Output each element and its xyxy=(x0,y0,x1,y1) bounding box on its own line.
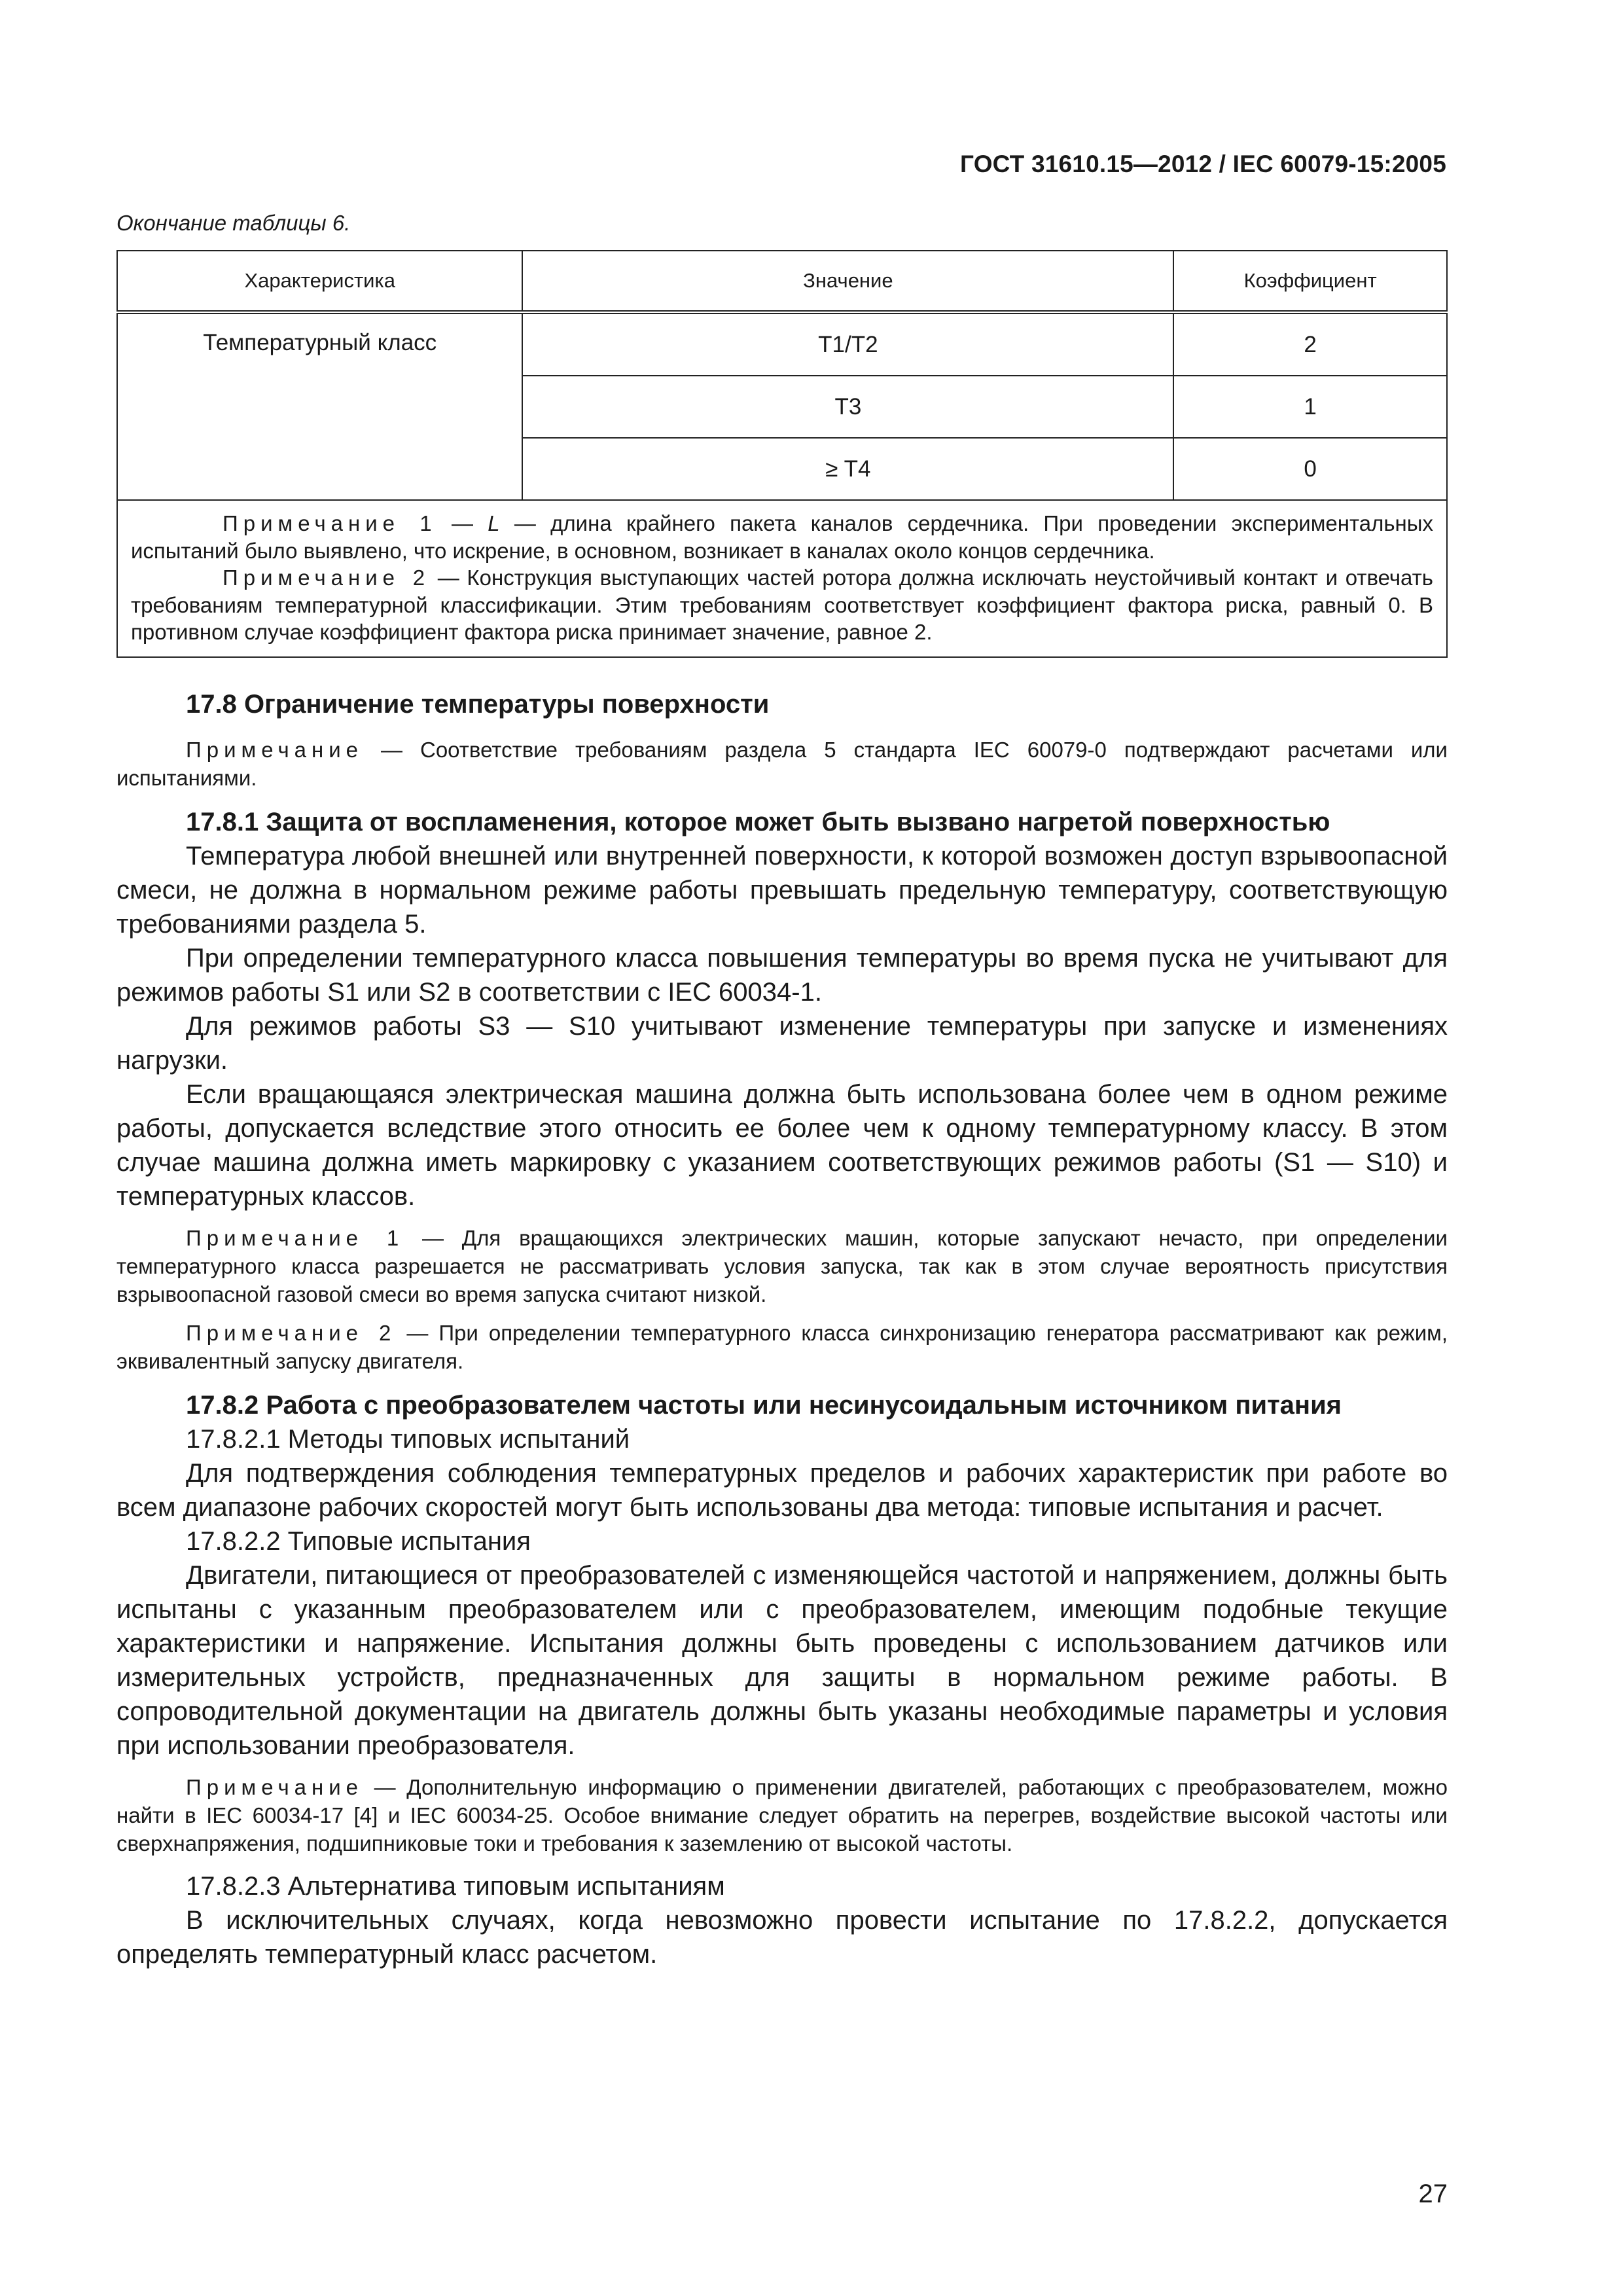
table-header-cell: Коэффициент xyxy=(1173,251,1447,312)
paragraph: При определении температурного класса повышения температуры во время пуска не учитывают для режимов работы S1 или S2 в соответствии с IEC 60034-1. xyxy=(116,944,1448,1007)
note-label: Примечание 1 xyxy=(223,511,437,535)
table-note-2: Примечание 2 — Конструкция выступающих частей ротора должна исключать неустойчивый контакт и отвечать требованиям температурной классификации. Этим требованиям соответствует коэффициент фактора риска, равный 0. В противном случае коэффициент фактора риска принимает значение, равное 2. xyxy=(131,565,1433,644)
table-cell-coef: 1 xyxy=(1173,376,1447,438)
note: Примечание 1 — Для вращающихся электрических машин, которые запускают нечасто, при определении температурного класса разрешается не рассматривать условия запуска, так как в этом случае вероятность присутствия взрывоопасной газовой смеси во время запуска считают низкой. xyxy=(116,1226,1448,1306)
table-note-1: Примечание 1 — L — длина крайнего пакета каналов сердечника. При проведении экспериментальных испытаний было выявлено, что искрение, в основном, возникает в каналах около концов сердечника. xyxy=(131,511,1433,563)
section-heading-17-8-1: 17.8.1 Защита от воспламенения, которое может быть вызвано нагретой поверхностью xyxy=(186,808,1330,836)
table-cell-value: ≥ T4 xyxy=(522,438,1173,500)
table-6 xyxy=(116,250,1448,658)
table-header-row xyxy=(117,251,1447,312)
paragraph: Для режимов работы S3 — S10 учитывают изменение температуры при запуске и изменениях нагрузки. xyxy=(116,1012,1448,1075)
note: Примечание — Соответствие требованиям раздела 5 стандарта IEC 60079-0 подтверждают расчетами или испытаниями. xyxy=(116,738,1448,790)
table-cell-coef: 0 xyxy=(1173,438,1447,500)
section-heading-17-8-2: 17.8.2 Работа с преобразователем частоты или несинусоидальным источником питания xyxy=(186,1391,1342,1420)
paragraph: Двигатели, питающиеся от преобразователей с изменяющейся частотой и напряжением, должны быть испытаны с указанным преобразователем или с преобразователем, имеющим подобные текущие характеристики и напряжение. Испытания должны быть проведены с использованием датчиков или измерительных устройств, предназначенных для защиты в нормальном режиме работы. В сопроводительной документации на двигатель должны быть указаны необходимые параметры и условия при использовании преобразователя. xyxy=(116,1561,1448,1760)
note-symbol-L: L xyxy=(488,511,500,535)
subsection-heading-17-8-2-2: 17.8.2.2 Типовые испытания xyxy=(186,1527,531,1556)
note-label: Примечание 2 xyxy=(186,1321,397,1345)
table-caption: Окончание таблицы 6. xyxy=(116,211,351,235)
table-notes-row xyxy=(117,500,1447,657)
table-cell-value: T3 xyxy=(522,376,1173,438)
table-cell-value: T1/T2 xyxy=(522,312,1173,376)
note-label: Примечание 2 xyxy=(223,565,431,590)
paragraph: В исключительных случаях, когда невозможно провести испытание по 17.8.2.2, допускается определять температурный класс расчетом. xyxy=(116,1906,1448,1969)
note-label: Примечание xyxy=(186,1775,364,1799)
note-label: Примечание 1 xyxy=(186,1226,404,1250)
section-heading-17-8: 17.8 Ограничение температуры поверхности xyxy=(186,690,770,719)
paragraph: Температура любой внешней или внутренней поверхности, к которой возможен доступ взрывоопасной смеси, не должна в нормальном режиме работы превышать предельную температуру, соответствующую требованиями раздела 5. xyxy=(116,842,1448,939)
note: Примечание — Дополнительную информацию о применении двигателей, работающих с преобразователем, можно найти в IEC 60034-17 [4] и IEC 60034-25. Особое внимание следует обратить на перегрев, воздействие высокой частоты или сверхнапряжения, подшипниковые токи и требования к заземлению от высокой частоты. xyxy=(116,1775,1448,1856)
table-cell-coef: 2 xyxy=(1173,312,1447,376)
subsection-heading-17-8-2-1: 17.8.2.1 Методы типовых испытаний xyxy=(186,1425,630,1454)
table-cell-characteristic: Температурный класс xyxy=(117,312,522,500)
document-header: ГОСТ 31610.15—2012 / IEC 60079-15:2005 xyxy=(960,151,1446,177)
note-label: Примечание xyxy=(186,738,364,762)
table-notes xyxy=(117,500,1447,657)
table-row xyxy=(117,312,1447,376)
subsection-heading-17-8-2-3: 17.8.2.3 Альтернатива типовым испытаниям xyxy=(186,1872,725,1901)
table-header-cell: Значение xyxy=(522,251,1173,312)
note: Примечание 2 — При определении температурного класса синхронизацию генератора рассматривают как режим, эквивалентный запуску двигателя. xyxy=(116,1321,1448,1373)
paragraph: Если вращающаяся электрическая машина должна быть использована более чем в одном режиме работы, допускается вследствие этого относить ее более чем к одному температурному классу. В этом случае машина должна иметь маркировку с указанием соответствующих режимов работы (S1 — S10) и температурных классов. xyxy=(116,1080,1448,1211)
paragraph: Для подтверждения соблюдения температурных пределов и рабочих характеристик при работе во всем диапазоне рабочих скоростей могут быть использованы два метода: типовые испытания и расчет. xyxy=(116,1459,1448,1522)
page-number: 27 xyxy=(1418,2179,1448,2208)
page-body xyxy=(116,687,1448,1971)
table-header-cell: Характеристика xyxy=(117,251,522,312)
